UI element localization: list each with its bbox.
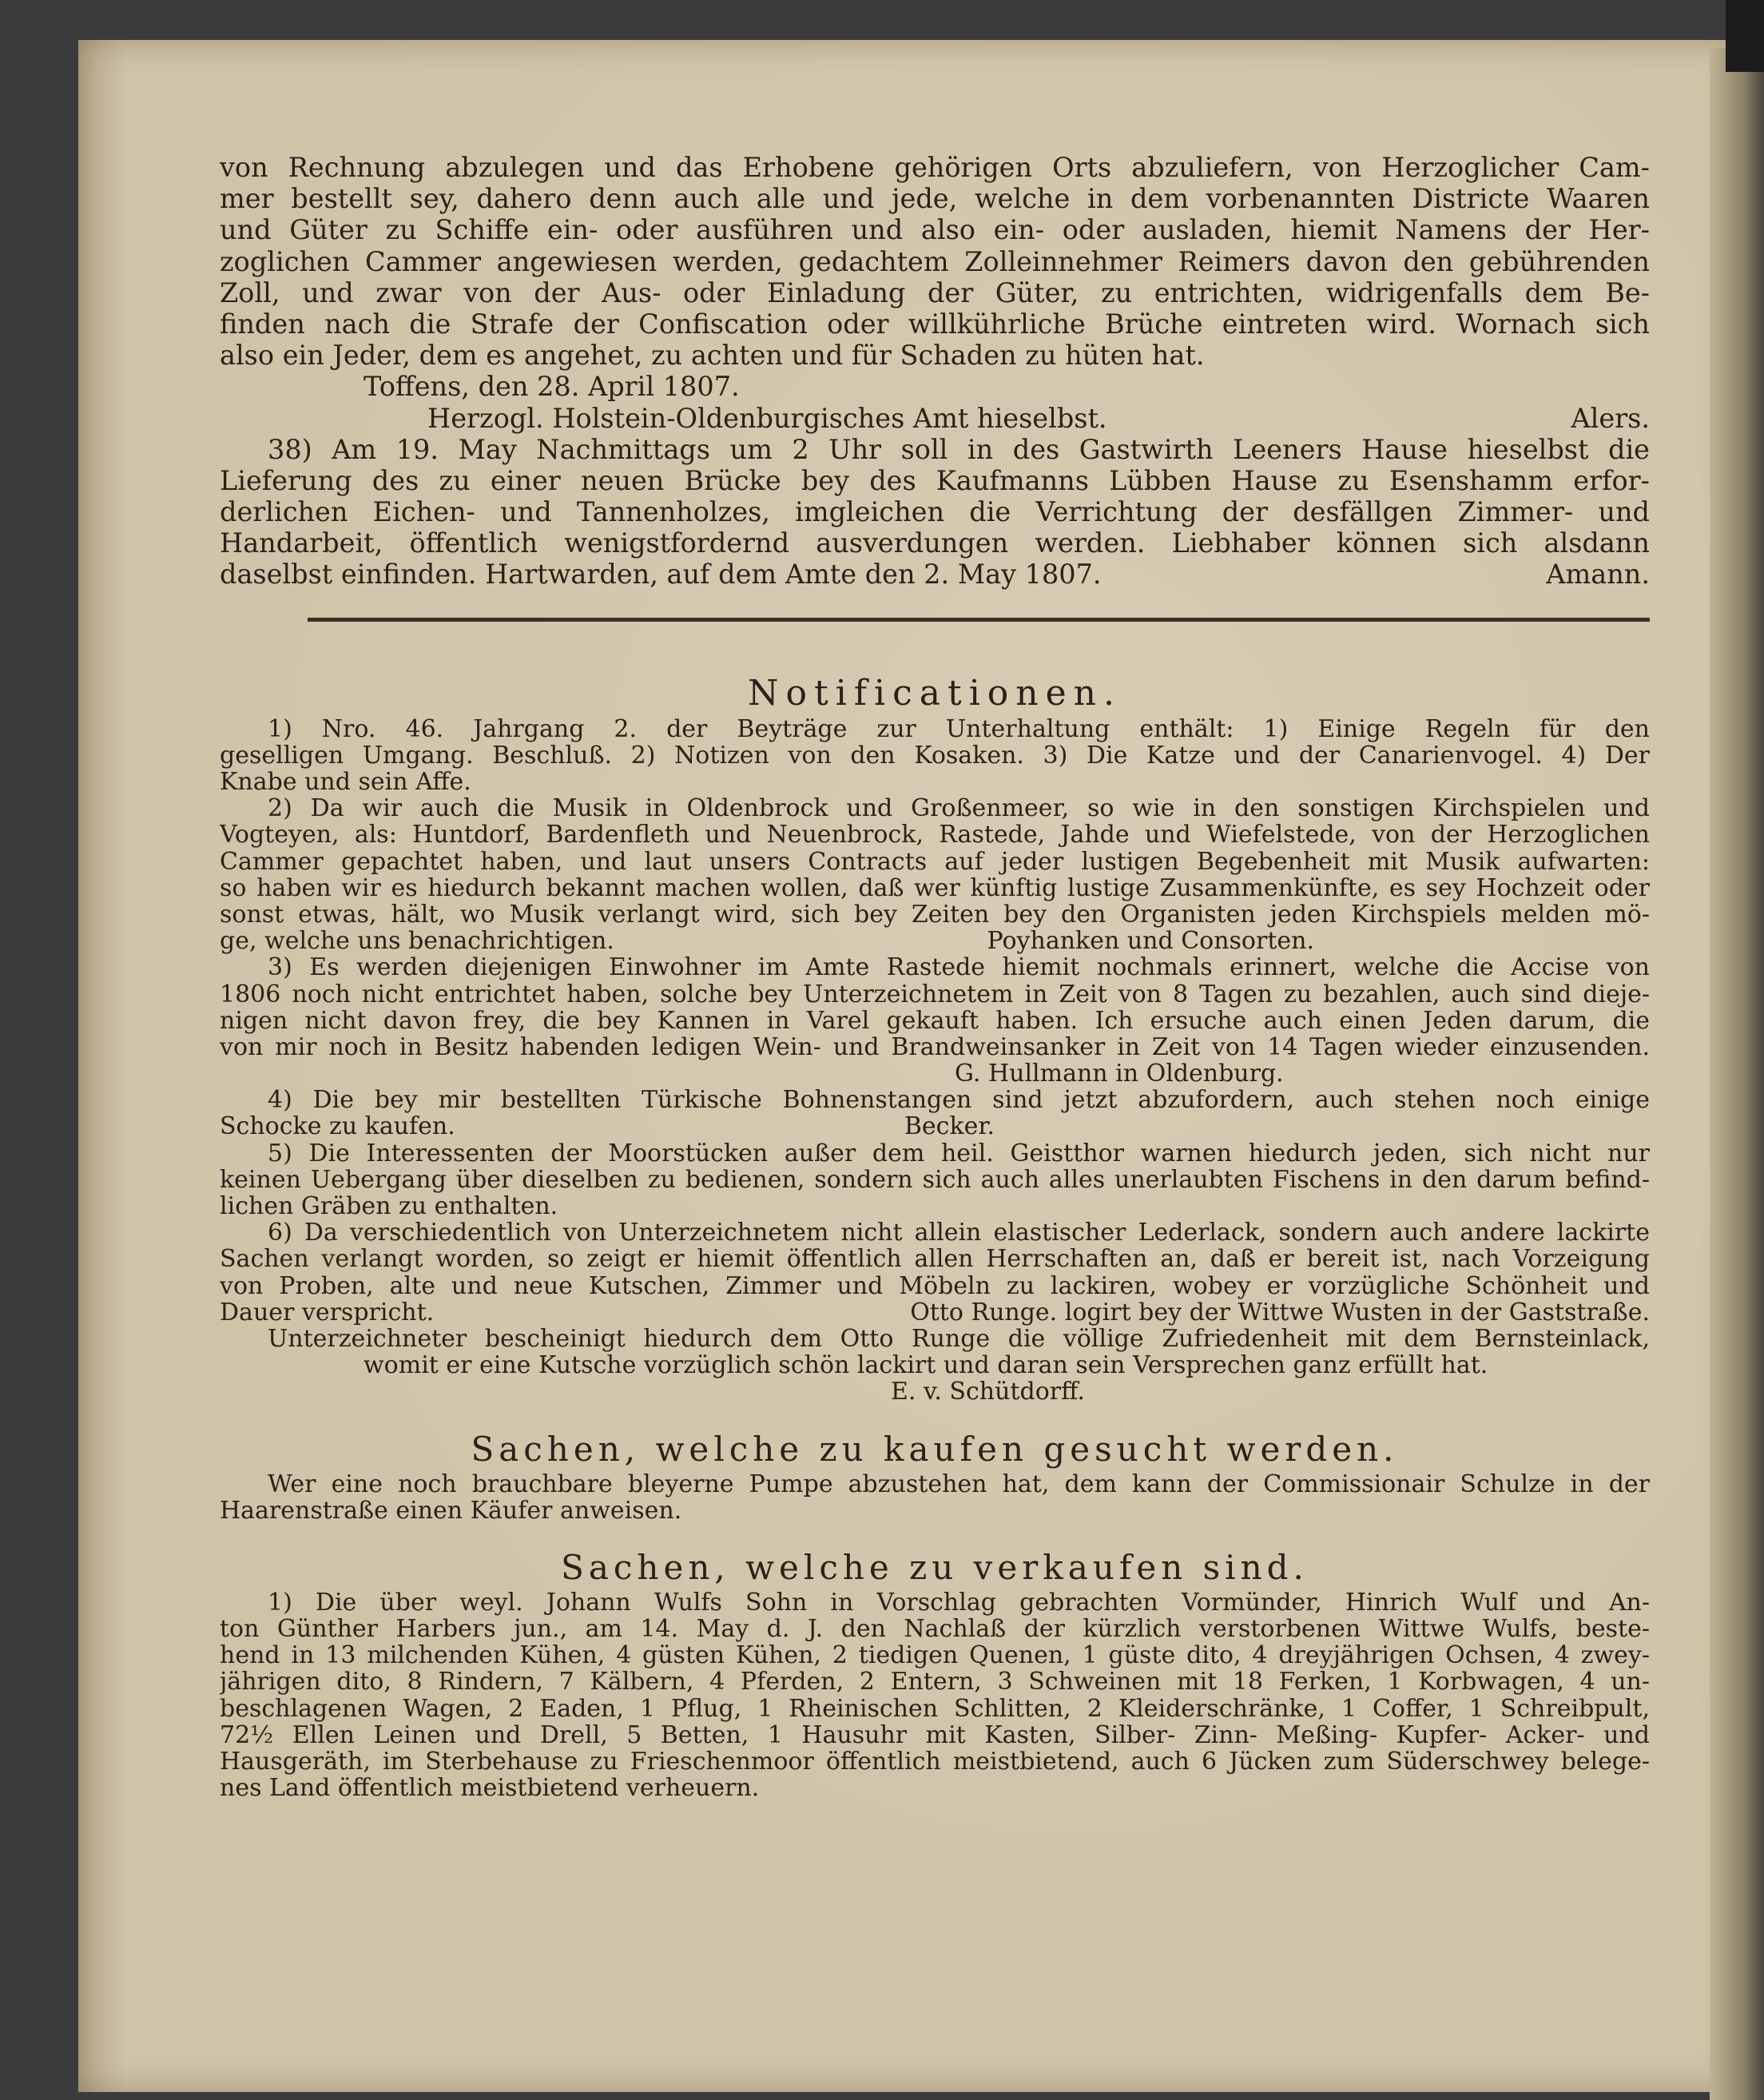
notification-4-line: 4) Die bey mir bestellten Türkische Bohnenstangen sind jetzt abzufordern, auch stehen noch einige (268, 1087, 1650, 1114)
sale-line: 1) Die über weyl. Johann Wulfs Sohn in Vorschlag gebrachten Vormünder, Hinrich Wulf und An- (268, 1589, 1650, 1617)
notification-4-last-text: Schocke zu kaufen. (220, 1112, 455, 1141)
item38-last-line (220, 559, 1650, 590)
lead-office: Herzogl. Holstein-Oldenburgisches Amt hieselbst. (427, 402, 1107, 434)
sale-line: jährigen dito, 8 Rindern, 7 Kälbern, 4 Pferden, 2 Entern, 3 Schweinen mit 18 Ferken, 1 Korbwagen, 4 un- (220, 1668, 1650, 1696)
item38-signer: Amann. (1546, 559, 1650, 591)
notification-6-line: von Proben, alte und neue Kutschen, Zimmer und Möbeln zu lackiren, wobey er vorzügliche Schönheit und (220, 1272, 1650, 1299)
notification-6-signer: Otto Runge. logirt bey der Wittwe Wusten in der Gaststraße. (910, 1298, 1650, 1326)
notification-1-line: Knabe und sein Affe. (220, 769, 471, 796)
testimonial-signer: E. v. Schütdorff. (891, 1378, 1085, 1406)
notification-2-last-text: ge, welche uns benachrichtigen. (220, 927, 614, 956)
spacer (220, 1406, 1650, 1428)
notification-1-line: geselligen Umgang. Beschluß. 2) Notizen von den Kosaken. 3) Die Katze und der Canarienvogel. 4) Der (220, 742, 1650, 769)
background-corner (1726, 0, 1764, 72)
notification-2-line: so haben wir es hiedurch bekannt machen wollen, daß wer künftig lustige Zusammenkünfte, es sey Hochzeit oder (220, 874, 1650, 901)
lead-line: von Rechnung abzulegen und das Erhobene gehörigen Orts abzuliefern, von Herzoglicher Cam- (220, 152, 1650, 183)
notification-2-line: Vogteyen, als: Huntdorf, Bardenfleth und Neuenbrock, Rastede, Jahde und Wiefelstede, von der Herzoglichen (220, 821, 1650, 849)
page-stack-edge (1710, 48, 1764, 2100)
sale-line: beschlagenen Wagen, 2 Eaden, 1 Pflug, 1 Rheinischen Schlitten, 2 Kleiderschränke, 1 Coffer, 1 Schreibpult, (220, 1695, 1650, 1722)
notification-6-last-text: Dauer verspricht. (220, 1298, 435, 1326)
section-divider (308, 618, 1650, 622)
notification-2-signer: Poyhanken und Consorten. (987, 927, 1314, 956)
lead-date: Toffens, den 28. April 1807. (364, 371, 740, 403)
notification-6-line: Sachen verlangt worden, so zeigt er hiemit öffentlich allen Herrschaften an, daß er bereit ist, nach Vorzeigung (220, 1246, 1650, 1273)
testimonial-line: womit er eine Kutsche vorzüglich schön lackirt und daran sein Versprechen ganz erfüllt hat. (364, 1352, 1488, 1379)
sale-line: Hausgeräth, im Sterbehause zu Frieschenmoor öffentlich meistbietend, auch 6 Jücken zum Süderschwey belege- (220, 1748, 1650, 1776)
lead-signer: Alers. (1571, 402, 1650, 434)
wanted-heading: Sachen, welche zu kaufen gesucht werden. (471, 1429, 1399, 1469)
notification-2-line: Cammer gepachtet haben, und laut unsers Contracts auf jeder lustigen Begebenheit mit Musik aufwarten: (220, 848, 1650, 875)
lead-line: also ein Jeder, dem es angehet, zu achten und für Schaden zu hüten hat. (220, 340, 1205, 372)
notification-3-line: von mir noch in Besitz habenden ledigen Wein- und Brandweinsanker in Zeit von 14 Tagen wieder einzusenden. (220, 1033, 1650, 1061)
sale-line: hend in 13 milchenden Kühen, 4 güsten Kühen, 2 tiedigen Quenen, 1 güste dito, 4 dreyjährigen Ochsen, 4 zwey- (220, 1642, 1650, 1669)
lead-line: finden nach die Strafe der Confiscation oder willkührliche Brüche eintreten wird. Wornach sich (220, 308, 1650, 340)
item38-line: derlichen Eichen- und Tannenholzes, imgleichen die Verrichtung der desfällgen Zimmer- und (220, 496, 1650, 528)
notification-5-line: lichen Gräben zu enthalten. (220, 1193, 558, 1220)
notification-5-line: keinen Uebergang über dieselben zu bedienen, sondern sich auch alles unerlaubten Fischens in den darum befind- (220, 1166, 1650, 1193)
notification-4-signer: Becker. (904, 1112, 995, 1141)
testimonial-line: Unterzeichneter bescheinigt hiedurch dem Otto Runge die völlige Zufriedenheit mit dem Bernsteinlack, (268, 1325, 1650, 1353)
spacer (220, 1524, 1650, 1546)
lead-line: zoglichen Cammer angewiesen werden, gedachtem Zolleinnehmer Reimers davon den gebührenden (220, 245, 1650, 277)
notification-4-last (220, 1113, 1650, 1139)
lead-line: mer bestellt sey, dahero denn auch alle und jede, welche in dem vorbenannten Districte Waaren (220, 183, 1650, 215)
item38-line: 38) Am 19. May Nachmittags um 2 Uhr soll in des Gastwirth Leeners Hause hieselbst die (268, 433, 1650, 465)
item38-line: Handarbeit, öffentlich wenigstfordernd ausverdungen werden. Liebhaber können sich alsdann (220, 527, 1650, 559)
notification-3-line: 3) Es werden diejenigen Einwohner im Amte Rastede hiemit nochmals erinnert, welche die Accise von (268, 954, 1650, 981)
wanted-line: Haarenstraße einen Käufer anweisen. (220, 1497, 682, 1524)
sale-line: nes Land öffentlich meistbietend verheuern. (220, 1775, 760, 1802)
notification-2-line: sonst etwas, hält, wo Musik verlangt wird, sich bey Zeiten bey den Organisten jeden Kirchspiels melden mö- (220, 901, 1650, 929)
notifications-heading: Notificationen. (748, 672, 1122, 714)
lead-line: und Güter zu Schiffe ein- oder ausführen und also ein- oder ausladen, hiemit Namens der Her- (220, 214, 1650, 246)
notification-3-line: 1806 noch nicht entrichtet haben, solche bey Unterzeichnetem in Zeit von 8 Tagen zu bezahlen, auch sind dieje- (220, 980, 1650, 1008)
sale-heading: Sachen, welche zu verkaufen sind. (561, 1547, 1309, 1587)
notification-2-last (220, 928, 1650, 954)
sale-line: ton Günther Harbers jun., am 14. May d. J. den Nachlaß der kürzlich verstorbenen Wittwe Wulfs, beste- (220, 1616, 1650, 1643)
notification-3-signer: G. Hullmann in Oldenburg. (955, 1060, 1284, 1088)
notification-6-last (220, 1299, 1650, 1326)
notification-5-line: 5) Die Interessenten der Moorstücken außer dem heil. Geistthor warnen hiedurch jeden, sich nicht nur (268, 1139, 1650, 1167)
item38-last: daselbst einfinden. Hartwarden, auf dem Amte den 2. May 1807. (220, 559, 1102, 591)
page-text (220, 152, 1650, 1801)
lead-signature (220, 403, 1650, 434)
notification-2-line: 2) Da wir auch die Musik in Oldenbrock und Großenmeer, so wie in den sonstigen Kirchspielen und (268, 795, 1650, 822)
wanted-line: Wer eine noch brauchbare bleyerne Pumpe abzustehen hat, dem kann der Commissionair Schulze in der (268, 1470, 1650, 1497)
notification-3-line: nigen nicht davon frey, die bey Kannen in Varel gekauft haben. Ich ersuche auch einen Jeden darum, die (220, 1007, 1650, 1034)
lead-line: Zoll, und zwar von der Aus- oder Einladung der Güter, zu entrichten, widrigenfalls dem Be- (220, 276, 1650, 308)
item38-line: Lieferung des zu einer neuen Brücke bey des Kaufmanns Lübben Hause zu Esenshamm erfor- (220, 464, 1650, 496)
notification-1-line: 1) Nro. 46. Jahrgang 2. der Beyträge zur Unterhaltung enthält: 1) Einige Regeln für den (268, 715, 1650, 742)
sale-line: 72½ Ellen Leinen und Drell, 5 Betten, 1 Hausuhr mit Kasten, Silber- Zinn- Meßing- Kupfer- Acker- und (220, 1721, 1650, 1748)
notification-6-line: 6) Da verschiedentlich von Unterzeichnetem nicht allein elastischer Lederlack, sondern auch andere lackirte (268, 1219, 1650, 1247)
